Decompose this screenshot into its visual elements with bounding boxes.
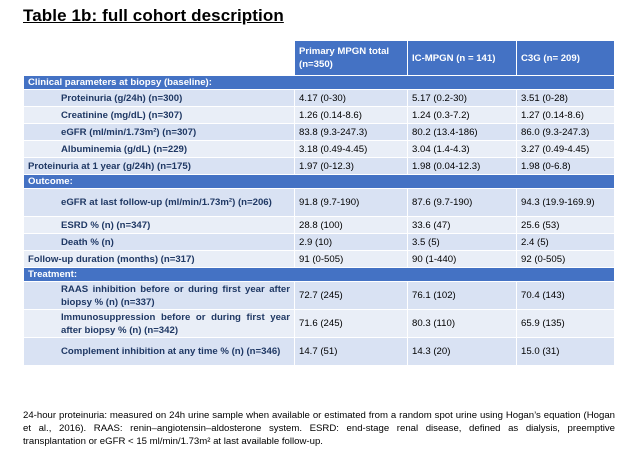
row-value: 3.5 (5)	[408, 234, 517, 251]
row-value: 83.8 (9.3-247.3)	[295, 124, 408, 141]
column-header: Primary MPGN total (n=350)	[295, 41, 408, 76]
row-value: 15.0 (31)	[517, 338, 615, 366]
row-value: 5.17 (0.2-30)	[408, 90, 517, 107]
row-value: 92 (0-505)	[517, 251, 615, 268]
row-value: 28.8 (100)	[295, 217, 408, 234]
row-label: RAAS inhibition before or during first year after biopsy % (n) (n=337)	[24, 282, 295, 310]
row-value: 14.3 (20)	[408, 338, 517, 366]
table-row	[24, 90, 615, 107]
table-row	[24, 141, 615, 158]
row-value: 72.7 (245)	[295, 282, 408, 310]
row-value: 65.9 (135)	[517, 310, 615, 338]
row-label: Follow-up duration (months) (n=317)	[24, 251, 295, 268]
row-value: 90 (1-440)	[408, 251, 517, 268]
row-label: Death % (n)	[24, 234, 295, 251]
row-value: 33.6 (47)	[408, 217, 517, 234]
row-label: Proteinuria (g/24h) (n=300)	[24, 90, 295, 107]
section-label: Clinical parameters at biopsy (baseline):	[24, 76, 615, 90]
table-row	[24, 310, 615, 338]
section-header-row	[24, 175, 615, 189]
row-value: 1.97 (0-12.3)	[295, 158, 408, 175]
row-value: 1.26 (0.14-8.6)	[295, 107, 408, 124]
column-header: C3G (n= 209)	[517, 41, 615, 76]
row-value: 2.4 (5)	[517, 234, 615, 251]
row-label: Proteinuria at 1 year (g/24h) (n=175)	[24, 158, 295, 175]
row-value: 3.51 (0-28)	[517, 90, 615, 107]
table-row	[24, 251, 615, 268]
row-value: 1.24 (0.3-7.2)	[408, 107, 517, 124]
row-value: 1.98 (0-6.8)	[517, 158, 615, 175]
row-value: 76.1 (102)	[408, 282, 517, 310]
row-label: ESRD % (n) (n=347)	[24, 217, 295, 234]
table-row	[24, 158, 615, 175]
row-value: 3.27 (0.49-4.45)	[517, 141, 615, 158]
row-value: 94.3 (19.9-169.9)	[517, 189, 615, 217]
section-header-row	[24, 268, 615, 282]
section-header-row	[24, 76, 615, 90]
table-row	[24, 217, 615, 234]
table-row	[24, 282, 615, 310]
row-value: 14.7 (51)	[295, 338, 408, 366]
row-label: Creatinine (mg/dL) (n=307)	[24, 107, 295, 124]
header-row	[24, 41, 615, 76]
table-title: Table 1b: full cohort description	[23, 6, 284, 25]
row-value: 70.4 (143)	[517, 282, 615, 310]
row-value: 1.27 (0.14-8.6)	[517, 107, 615, 124]
row-value: 91.8 (9.7-190)	[295, 189, 408, 217]
row-value: 1.98 (0.04-12.3)	[408, 158, 517, 175]
cohort-table	[23, 40, 615, 366]
table-row	[24, 338, 615, 366]
row-value: 86.0 (9.3-247.3)	[517, 124, 615, 141]
column-header: IC-MPGN (n = 141)	[408, 41, 517, 76]
row-value: 4.17 (0-30)	[295, 90, 408, 107]
row-value: 25.6 (53)	[517, 217, 615, 234]
row-value: 80.2 (13.4-186)	[408, 124, 517, 141]
row-label: Immunosuppression before or during first year after biopsy % (n) (n=342)	[24, 310, 295, 338]
table-row	[24, 124, 615, 141]
row-label: eGFR at last follow-up (ml/min/1.73m²) (n=206)	[24, 189, 295, 217]
row-value: 3.18 (0.49-4.45)	[295, 141, 408, 158]
row-value: 2.9 (10)	[295, 234, 408, 251]
row-value: 3.04 (1.4-4.3)	[408, 141, 517, 158]
row-label: Albuminemia (g/dL) (n=229)	[24, 141, 295, 158]
row-value: 87.6 (9.7-190)	[408, 189, 517, 217]
table-row	[24, 234, 615, 251]
row-label: eGFR (ml/min/1.73m²) (n=307)	[24, 124, 295, 141]
header-blank-cell	[24, 41, 295, 76]
row-value: 80.3 (110)	[408, 310, 517, 338]
footnotes	[23, 409, 615, 448]
footnote-text: 24-hour proteinuria: measured on 24h urine sample when available or estimated from a random spot urine using Hogan’s equation (Hogan et al., 2016). RAAS: renin–angiotensin–aldosterone system. ESRD: end-stage renal disease, defined as dialysis, preemptive transplantation or eGFR < 15 ml/min/1.73m² at last available follow-up.	[23, 410, 615, 447]
row-value: 71.6 (245)	[295, 310, 408, 338]
row-value: 91 (0-505)	[295, 251, 408, 268]
row-label: Complement inhibition at any time % (n) (n=346)	[24, 338, 295, 366]
section-label: Outcome:	[24, 175, 615, 189]
table-row	[24, 107, 615, 124]
table-row	[24, 189, 615, 217]
section-label: Treatment:	[24, 268, 615, 282]
